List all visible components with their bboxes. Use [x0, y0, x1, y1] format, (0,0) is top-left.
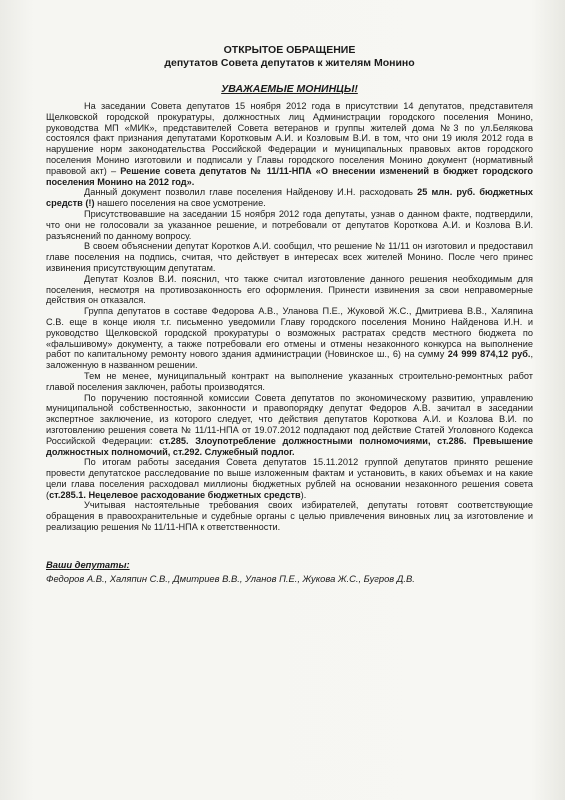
text-run: Группа депутатов в составе Федорова А.В., Уланова П.Е., Жуковой Ж.С., Дмитриева В.В., Халяпина С.В. еще в конце июля т.г. письменно уведомили Главу городского поселения Монино Найденова И.Н. и руководство Щелковской городской прокуратуры о возможных растратах средств местного бюджета по «фальшивому» документу, а также потребовали его отмены и отмены незаконного конкурса на выполнение работ по капитальному ремонту нового здания администрации (Новинское ш., 6) на сумму — [46, 306, 533, 360]
text-run: На заседании Совета депутатов 15 ноября 2012 года в присутствии 14 депутатов, представителя Щелковской городской прокуратуры, должностных лиц Администрации городского поселения Монино, руководства МП «МИК», представителей Совета ветеранов и группы жителей дома №3 по ул.Белякова состоялся факт признания депутатами Коротковым А.И. и Козловым В.И. в том, что они 19 июля 2012 года в нарушение норм законодательства Российской Федерации и муниципальных правовых актов городского поселения Монино изготовили и подписали у Главы городского поселения Монино документ (нормативный правовой акт) – — [46, 101, 533, 176]
paragraph — [46, 306, 533, 371]
paragraph — [46, 500, 533, 532]
bold-text: 24 999 874,12 руб. — [447, 349, 531, 360]
paragraph — [46, 241, 533, 273]
paragraph — [46, 101, 533, 187]
paragraph — [46, 393, 533, 458]
text-run: По итогам работы заседания Совета депутатов 15.11.2012 группой депутатов принято решение провести депутатское расследование по выше изложенным фактам и установить, в каких объемах и на какие цели глава поселения расходовал миллионы бюджетных рублей на основании незаконного решения совета ( — [46, 457, 533, 500]
text-run: Учитывая настоятельные требования своих избирателей, депутаты готовят соответствующие обращения в правоохранительные и судебные органы с целью привлечения виновных лиц за изготовление и реализацию решения № 11/11-НПА к ответственности. — [46, 500, 533, 533]
salutation: УВАЖАЕМЫЕ МОНИНЦЫ! — [221, 83, 358, 95]
signature-heading: Ваши депутаты: — [46, 558, 130, 570]
paragraph — [46, 209, 533, 241]
paragraph — [46, 371, 533, 393]
text-run: Депутат Козлов В.И. пояснил, что также считал изготовление данного решения необходимым для поселения, несмотря на противозаконность его оформления. Принести извинения за свои неправомерные действия он отказался. — [46, 273, 533, 306]
text-run: Тем не менее, муниципальный контракт на выполнение указанных строительно-ремонтных работ главой поселения заключен, работы производятся. — [46, 370, 533, 392]
text-run: Присутствовавшие на заседании 15 ноября 2012 года депутаты, узнав о данном факте, подтвердили, что они не голосовали за указанное решение, и потребовали от депутатов Короткова А.И. и Козлова В.И. разъяснений по данному вопросу. — [46, 208, 533, 241]
paragraph — [46, 457, 533, 500]
letter-body — [46, 101, 533, 533]
bold-text: 25 млн. руб. бюджетных средств (!) — [46, 187, 534, 209]
text-run: По поручению постоянной комиссии Совета депутатов по экономическому развитию, управлению муниципальной собственностью, законности и правопорядку депутат Федоров А.В. зачитал в заседании экспертное заключение, из которого следует, что действия депутатов Короткова А.И. и Козлова В.И. по изготовлению решения совета № 11/11-НПА от 19.07.2012 подпадают под действие Статей Уголовного Кодекса Российской Федерации: — [46, 392, 533, 446]
document-title: ОТКРЫТОЕ ОБРАЩЕНИЕ — [223, 44, 356, 56]
text-run: ). — [300, 489, 307, 500]
text-run: нашего поселения на свое усмотрение. — [94, 198, 266, 209]
text-run: Данный документ позволил главе поселения Найденову И.Н. расходовать — [84, 187, 418, 198]
text-run: , заложенную в названном решении. — [46, 349, 534, 371]
document-subtitle: депутатов Совета депутатов к жителям Монино — [164, 57, 415, 69]
bold-text: ст.285. Злоупотребление должностными полномочиями, ст.286. Превышение должностных полномочий, ст.292. Служебный подлог. — [46, 435, 533, 457]
bold-text: Решение совета депутатов № 11/11-НПА «О внесении изменений в бюджет городского поселения Монино на 2012 год». — [46, 165, 533, 187]
text-run: В своем объяснении депутат Коротков А.И. сообщил, что решение № 11/11 он изготовил и предоставил главе поселения на подпись, считая, что действует в интересах всех жителей Монино. После чего принес извинения присутствующим депутатам. — [46, 241, 533, 273]
paragraph — [46, 187, 533, 209]
paragraph — [46, 274, 533, 306]
signature-names: Федоров А.В., Халяпин С.В., Дмитриев В.В., Уланов П.Е., Жукова Ж.С., Бугров Д.В. — [46, 572, 415, 584]
bold-text: ст.285.1. Нецелевое расходование бюджетных средств — [49, 489, 301, 500]
